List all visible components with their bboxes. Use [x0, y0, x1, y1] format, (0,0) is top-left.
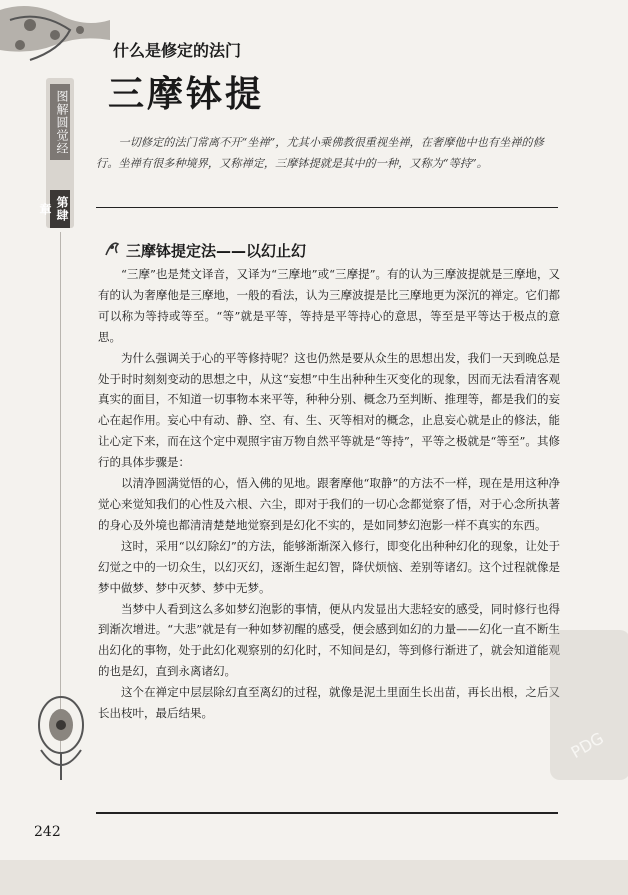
page-title: 三摩钵提: [108, 74, 265, 115]
lotus-flower-icon: [26, 690, 96, 780]
subheading-text: 三摩钵提定法——以幻止幻: [126, 242, 307, 260]
paragraph: 当梦中人看到这么多如梦幻泡影的事情，便从内发显出大悲轻安的感受，同时修行也得到渐次增进。“大悲”就是有一种如梦初醒的感受，便会感到如幻的力量——幻化一直不断生出幻化的事物，处于此幻化观察别的幻化时，不知间是幻，等到修行渐进了，就会知道能观的也是幻，直到永离诸幻。: [98, 601, 560, 679]
divider-rule: [96, 207, 558, 208]
tree-decoration-icon: [0, 0, 110, 80]
paragraph: “三摩”也是梵文译音，又译为“三摩地”或“三摩提”。有的认为三摩波提就是三摩地，又有的认为奢摩他是三摩地，一般的看法，认为三摩波提是比三摩地更为深沉的禅定。它们都可以称为等持或等至。“等”就是平等，等持是平等持心的意思，等至是平等达于极点的意思。: [98, 267, 560, 344]
book-tab: 图解圆觉经: [50, 84, 70, 160]
paragraph: 这时，采用“以幻除幻”的方法，能够渐渐深入修行，即变化出种种幻化的现象，让处于幻觉之中的一切众生，以幻灭幻，逐渐生起幻智，降伏烦恼、差别等诸幻。这个过程就像是梦中做梦、梦中灭梦、梦中无梦。: [98, 538, 560, 595]
section-label: 什么是修定的法门: [113, 41, 242, 60]
subheading: [104, 240, 306, 261]
watermark: [540, 620, 628, 790]
paragraph: 这个在禅定中层层除幻直至离幻的过程，就像是泥土里面生长出苗，再长出根，之后又长出枝叶，最后结果。: [98, 685, 560, 721]
paragraph: 以清净圆满觉悟的心，悟入佛的见地。跟奢摩他“取静”的方法不一样，现在是用这种净觉心来觉知我们的心性及六根、六尘，即对于我们的一切心念都觉察了悟，对于心念所执著的身心及外境也都清清楚楚地觉察到是幻化不实的，是如同梦幻泡影一样不真实的东西。: [98, 476, 560, 532]
watermark-text: PDG: [567, 728, 607, 763]
paragraph: 为什么强调关于心的平等修持呢？这也仍然是要从众生的思想出发，我们一天到晚总是处于时时刻刻变动的思想之中，从这“妄想”中生出种种生灭变化的现象，因而无法看清客观真实的面目，不知道一切事物本来平等，种种分别、概念乃至判断、推理等，都是我们的妄心在起作用。妄心中有动、静、空、有、生、灭等相对的概念，止息妄心就是止的修法，能让心定下来，而在这个定中观照宇宙万物自然平等就是“等持”，平等之极就是“等至”。其修行的具体步骤是：: [98, 350, 560, 470]
bottom-band: [0, 860, 628, 895]
body-text: [98, 264, 560, 724]
footer-rule: [96, 812, 558, 814]
page-number: 242: [34, 824, 61, 840]
intro-paragraph: 一切修定的法门常离不开“坐禅”，尤其小乘佛教很重视坐禅，在奢摩他中也有坐禅的修行。坐禅有很多种境界，又称禅定，三摩钵提就是其中的一种，又称为“等持”。: [96, 136, 544, 170]
chapter-tab: 第肆章: [50, 190, 70, 228]
